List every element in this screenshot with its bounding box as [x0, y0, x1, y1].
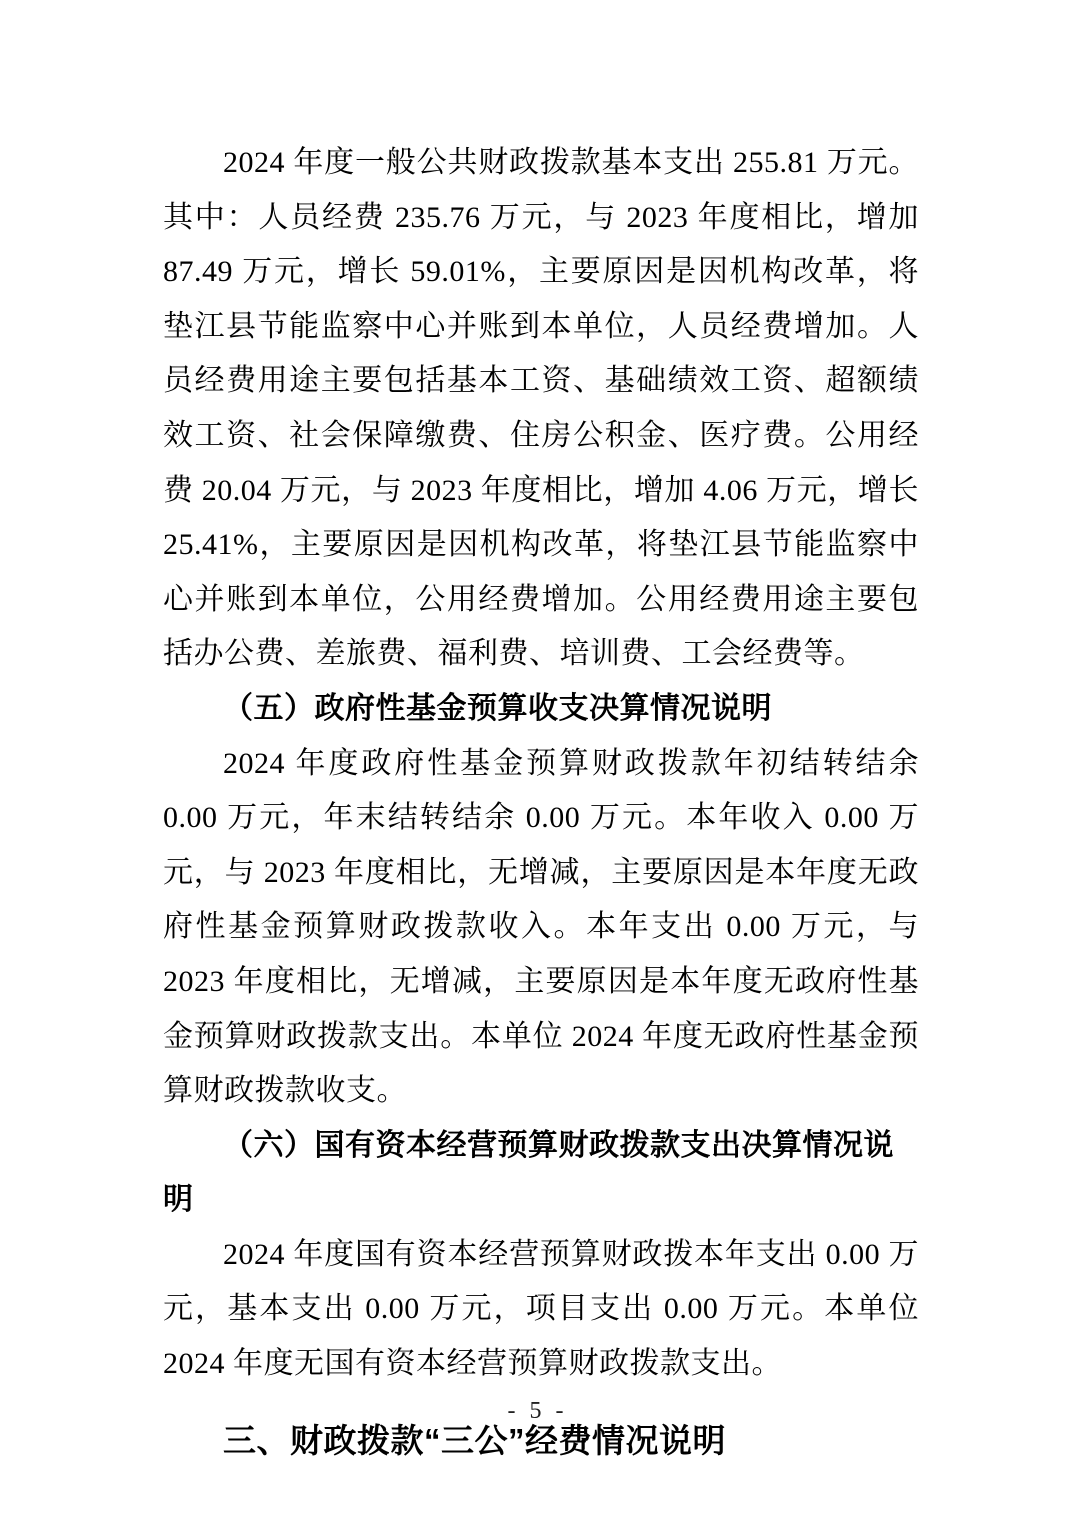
heading-section-5-government-fund-budget: （五）政府性基金预算收支决算情况说明: [223, 691, 772, 725]
paragraph-state-capital-operation-budget: 2024 年度国有资本经营预算财政拨本年支出 0.00 万元，基本支出 0.00 万元，项目支出 0.00 万元。本单位 2024 年度无国有资本经营预算财政拨款支出。: [163, 1237, 919, 1381]
page-number: - 5 -: [507, 1398, 568, 1424]
paragraph-government-fund-budget: 2024 年度政府性基金预算财政拨款年初结转结余 0.00 万元，年末结转结余 0.00 万元。本年收入 0.00 万元，与 2023 年度相比，无增减，主要原因是本年度无政府性基金预算财政拨款收入。本年支出 0.00 万元，与 2023 年度相比，无增减，主要原因是本年度无政府性基金预算财政拨款支出。本单位 2024 年度无政府性基金预算财政拨款收支。: [163, 746, 919, 1108]
heading-section-3-three-public-funds: 三、财政拨款“三公”经费情况说明: [223, 1421, 727, 1459]
heading-section-6-state-capital-budget: （六）国有资本经营预算财政拨款支出决算情况说明: [163, 1128, 894, 1217]
document-content: [163, 136, 919, 1468]
paragraph-general-public-budget-basic-expenditure: 2024 年度一般公共财政拨款基本支出 255.81 万元。其中：人员经费 235.76 万元，与 2023 年度相比，增加 87.49 万元，增长 59.01%，主要原因是因机构改革，将垫江县节能监察中心并账到本单位，人员经费增加。人员经费用途主要包括基本工资、基础绩效工资、超额绩效工资、社会保障缴费、住房公积金、医疗费。公用经费 20.04 万元，与 2023 年度相比，增加 4.06 万元，增长 25.41%，主要原因是因机构改革，将垫江县节能监察中心并账到本单位，公用经费增加。公用经费用途主要包括办公费、差旅费、福利费、培训费、工会经费等。: [163, 146, 919, 671]
